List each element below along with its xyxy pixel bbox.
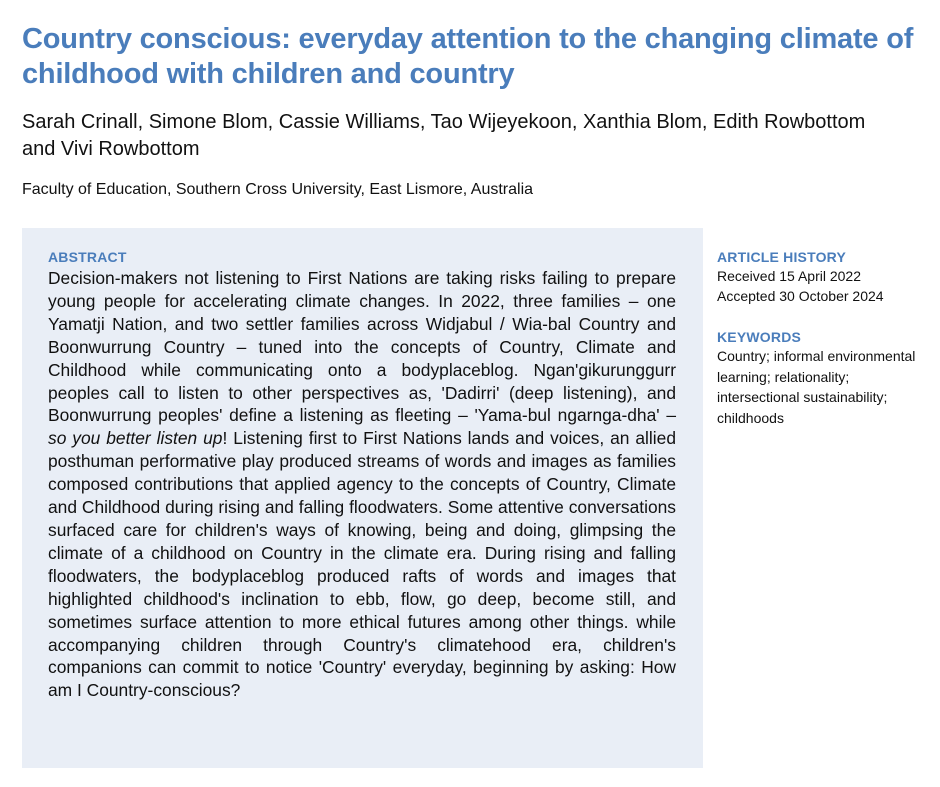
abstract-text-part-1: Decision-makers not listening to First Nations are taking risks failing to prepare young people for accelerating climate changes. In 2022, three families – one Yamatji Nation, and two settler families across Widjabul / Wia-bal Country and Boonwurrung Country – tuned into the concepts of Country, Climate and Childhood while communicating onto a bodyplaceblog. Ngan'gikurunggurr peoples call to listen to other perspectives as, 'Dadirri' (deep listening), and Boonwurrung peoples' define a listening as fleeting – 'Yama-bul ngarnga-dha' – [48, 268, 676, 426]
accepted-date: Accepted 30 October 2024 [717, 288, 884, 304]
author-list: Sarah Crinall, Simone Blom, Cassie Williams, Tao Wijeyekoon, Xanthia Blom, Edith Rowbottom and Vivi Rowbottom [22, 111, 866, 160]
article-sidebar [717, 248, 932, 428]
article-history-heading: ARTICLE HISTORY [717, 249, 847, 265]
keywords-heading: KEYWORDS [717, 329, 802, 345]
abstract-box [22, 228, 703, 768]
abstract-text [48, 267, 676, 702]
affiliation: Faculty of Education, Southern Cross University, East Lismore, Australia [22, 181, 534, 198]
keywords-list: Country; informal environmental learning; relationality; intersectional sustainability; childhoods [717, 348, 916, 426]
abstract-text-italic: so you better listen up [48, 428, 223, 449]
received-date: Received 15 April 2022 [717, 268, 861, 284]
abstract-heading: ABSTRACT [48, 249, 127, 265]
article-title: Country conscious: everyday attention to the changing climate of childhood with children and country [22, 23, 914, 90]
abstract-text-part-2: ! Listening first to First Nations lands and voices, an allied posthuman performative play produced streams of words and images as families composed contributions that applied agency to the concepts of Country, Climate and Childhood during rising and falling floodwaters. Some attentive conversations surfaced care for children's ways of knowing, being and doing, glimpsing the climate of a childhood on Country in the climate era. During rising and falling floodwaters, the bodyplaceblog produced rafts of words and images that highlighted childhood's inclination to ebb, flow, go deep, become still, and sometimes surface attention to more ethical futures among other things. while accompanying children through Country's climatehood era, children's companions can commit to notice 'Country' everyday, beginning by asking: How am I Country-conscious? [48, 428, 676, 701]
